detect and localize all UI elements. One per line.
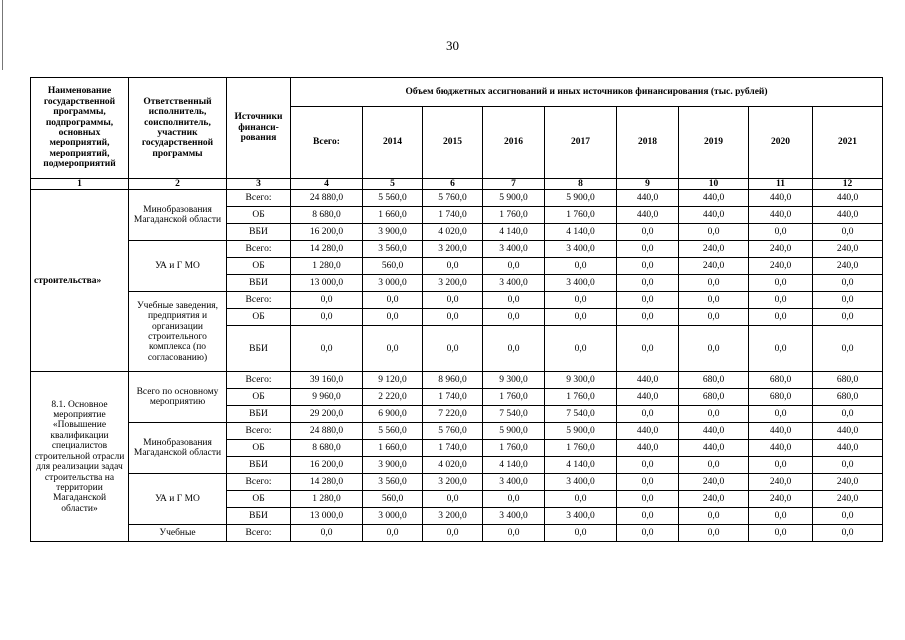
value-cell: 0,0 [483, 309, 545, 326]
value-cell: 440,0 [679, 207, 749, 224]
value-cell: 6 900,0 [363, 406, 423, 423]
column-number: 6 [423, 179, 483, 190]
page-number: 30 [446, 38, 459, 53]
value-cell: 4 020,0 [423, 457, 483, 474]
value-cell: 3 400,0 [545, 275, 617, 292]
value-cell: 3 900,0 [363, 224, 423, 241]
value-cell: 0,0 [617, 525, 679, 542]
value-cell: 0,0 [679, 292, 749, 309]
value-cell: 0,0 [749, 224, 813, 241]
source-cell: ВБИ [227, 406, 291, 423]
executor-cell: УА и Г МО [129, 241, 227, 292]
value-cell: 560,0 [363, 258, 423, 275]
column-number: 4 [291, 179, 363, 190]
value-cell: 1 760,0 [545, 207, 617, 224]
value-cell: 4 020,0 [423, 224, 483, 241]
table-row [31, 372, 883, 389]
header-total: Всего: [291, 107, 363, 179]
value-cell: 0,0 [423, 309, 483, 326]
value-cell: 1 280,0 [291, 258, 363, 275]
column-number: 12 [813, 179, 883, 190]
value-cell: 0,0 [679, 224, 749, 241]
table-row [31, 423, 883, 440]
source-cell: ОБ [227, 207, 291, 224]
header-year: 2017 [545, 107, 617, 179]
value-cell: 0,0 [423, 292, 483, 309]
value-cell: 3 200,0 [423, 241, 483, 258]
value-cell: 440,0 [749, 423, 813, 440]
value-cell: 0,0 [363, 326, 423, 372]
value-cell: 1 760,0 [545, 389, 617, 406]
source-cell: ОБ [227, 389, 291, 406]
value-cell: 440,0 [617, 190, 679, 207]
value-cell: 440,0 [617, 207, 679, 224]
value-cell: 0,0 [813, 457, 883, 474]
value-cell: 5 900,0 [483, 423, 545, 440]
value-cell: 0,0 [545, 326, 617, 372]
source-cell: ВБИ [227, 508, 291, 525]
value-cell: 440,0 [617, 389, 679, 406]
table-row [31, 241, 883, 258]
value-cell: 0,0 [617, 326, 679, 372]
value-cell: 0,0 [545, 292, 617, 309]
source-cell: Всего: [227, 190, 291, 207]
value-cell: 0,0 [363, 525, 423, 542]
value-cell: 0,0 [813, 292, 883, 309]
column-number: 2 [129, 179, 227, 190]
value-cell: 1 760,0 [545, 440, 617, 457]
value-cell: 0,0 [813, 309, 883, 326]
value-cell: 0,0 [749, 309, 813, 326]
value-cell: 3 400,0 [483, 275, 545, 292]
value-cell: 440,0 [749, 190, 813, 207]
value-cell: 14 280,0 [291, 474, 363, 491]
source-cell: ВБИ [227, 457, 291, 474]
value-cell: 240,0 [679, 258, 749, 275]
value-cell: 0,0 [617, 275, 679, 292]
value-cell: 3 400,0 [545, 508, 617, 525]
value-cell: 9 960,0 [291, 389, 363, 406]
source-cell: ВБИ [227, 326, 291, 372]
table-row [31, 525, 883, 542]
value-cell: 1 760,0 [483, 389, 545, 406]
value-cell: 3 200,0 [423, 474, 483, 491]
value-cell: 0,0 [813, 275, 883, 292]
value-cell: 440,0 [813, 440, 883, 457]
value-cell: 0,0 [291, 326, 363, 372]
scan-edge-line [2, 0, 3, 70]
value-cell: 3 900,0 [363, 457, 423, 474]
value-cell: 440,0 [617, 440, 679, 457]
value-cell: 0,0 [423, 525, 483, 542]
value-cell: 240,0 [749, 258, 813, 275]
column-number: 7 [483, 179, 545, 190]
value-cell: 0,0 [749, 508, 813, 525]
value-cell: 0,0 [617, 292, 679, 309]
value-cell: 4 140,0 [545, 457, 617, 474]
value-cell: 0,0 [617, 406, 679, 423]
value-cell: 0,0 [749, 275, 813, 292]
value-cell: 3 200,0 [423, 275, 483, 292]
value-cell: 0,0 [617, 508, 679, 525]
header-year: 2019 [679, 107, 749, 179]
value-cell: 440,0 [617, 372, 679, 389]
source-cell: ВБИ [227, 224, 291, 241]
value-cell: 440,0 [813, 423, 883, 440]
value-cell: 0,0 [483, 326, 545, 372]
executor-cell: УА и Г МО [129, 474, 227, 525]
value-cell: 440,0 [813, 190, 883, 207]
value-cell: 14 280,0 [291, 241, 363, 258]
value-cell: 0,0 [545, 309, 617, 326]
column-number: 5 [363, 179, 423, 190]
value-cell: 5 900,0 [483, 190, 545, 207]
executor-cell: Всего по основному мероприятию [129, 372, 227, 423]
value-cell: 5 900,0 [545, 190, 617, 207]
executor-cell: Учебные заведения, предприятия и организации строительного комплекса (по согласованию) [129, 292, 227, 372]
header-year: 2018 [617, 107, 679, 179]
value-cell: 0,0 [363, 292, 423, 309]
value-cell: 5 900,0 [545, 423, 617, 440]
value-cell: 0,0 [617, 258, 679, 275]
source-cell: ОБ [227, 440, 291, 457]
value-cell: 0,0 [617, 241, 679, 258]
value-cell: 3 400,0 [483, 508, 545, 525]
budget-table [30, 77, 883, 542]
column-number: 3 [227, 179, 291, 190]
value-cell: 440,0 [679, 440, 749, 457]
value-cell: 13 000,0 [291, 508, 363, 525]
value-cell: 3 560,0 [363, 241, 423, 258]
value-cell: 3 200,0 [423, 508, 483, 525]
column-number: 8 [545, 179, 617, 190]
value-cell: 24 880,0 [291, 423, 363, 440]
table-row [31, 292, 883, 309]
value-cell: 0,0 [423, 258, 483, 275]
value-cell: 1 760,0 [483, 440, 545, 457]
value-cell: 1 740,0 [423, 440, 483, 457]
column-number: 1 [31, 179, 129, 190]
value-cell: 1 740,0 [423, 207, 483, 224]
value-cell: 29 200,0 [291, 406, 363, 423]
value-cell: 0,0 [483, 525, 545, 542]
executor-cell: Минобразования Магаданской области [129, 190, 227, 241]
value-cell: 0,0 [291, 525, 363, 542]
value-cell: 0,0 [679, 275, 749, 292]
value-cell: 680,0 [679, 372, 749, 389]
value-cell: 1 660,0 [363, 440, 423, 457]
value-cell: 2 220,0 [363, 389, 423, 406]
source-cell: Всего: [227, 525, 291, 542]
source-cell: ОБ [227, 491, 291, 508]
value-cell: 0,0 [679, 508, 749, 525]
value-cell: 0,0 [545, 525, 617, 542]
value-cell: 240,0 [679, 491, 749, 508]
value-cell: 0,0 [813, 326, 883, 372]
value-cell: 0,0 [291, 309, 363, 326]
value-cell: 7 220,0 [423, 406, 483, 423]
column-number: 11 [749, 179, 813, 190]
value-cell: 0,0 [545, 258, 617, 275]
value-cell: 680,0 [813, 389, 883, 406]
value-cell: 1 660,0 [363, 207, 423, 224]
value-cell: 440,0 [679, 423, 749, 440]
value-cell: 0,0 [617, 474, 679, 491]
value-cell: 240,0 [813, 241, 883, 258]
value-cell: 0,0 [749, 525, 813, 542]
value-cell: 9 120,0 [363, 372, 423, 389]
header-year: 2016 [483, 107, 545, 179]
header-amount-group: Объем бюджетных ассигнований и иных источников финансирования (тыс. рублей) [291, 78, 883, 107]
header-program: Наименование государственной программы, подпрограммы, основных мероприятий, мероприятий, подмероприятий [31, 78, 129, 179]
value-cell: 0,0 [545, 491, 617, 508]
value-cell: 4 140,0 [545, 224, 617, 241]
table-row [31, 190, 883, 207]
source-cell: Всего: [227, 292, 291, 309]
value-cell: 7 540,0 [545, 406, 617, 423]
value-cell: 39 160,0 [291, 372, 363, 389]
source-cell: Всего: [227, 372, 291, 389]
value-cell: 560,0 [363, 491, 423, 508]
value-cell: 240,0 [813, 474, 883, 491]
value-cell: 0,0 [617, 457, 679, 474]
value-cell: 9 300,0 [545, 372, 617, 389]
value-cell: 0,0 [679, 326, 749, 372]
value-cell: 0,0 [363, 309, 423, 326]
value-cell: 7 540,0 [483, 406, 545, 423]
value-cell: 0,0 [679, 406, 749, 423]
source-cell: Всего: [227, 423, 291, 440]
value-cell: 0,0 [813, 406, 883, 423]
value-cell: 1 740,0 [423, 389, 483, 406]
value-cell: 16 200,0 [291, 457, 363, 474]
value-cell: 0,0 [749, 292, 813, 309]
header-year: 2021 [813, 107, 883, 179]
value-cell: 8 680,0 [291, 440, 363, 457]
value-cell: 3 400,0 [545, 241, 617, 258]
value-cell: 680,0 [813, 372, 883, 389]
value-cell: 0,0 [679, 309, 749, 326]
source-cell: ОБ [227, 258, 291, 275]
value-cell: 1 280,0 [291, 491, 363, 508]
value-cell: 240,0 [679, 241, 749, 258]
value-cell: 0,0 [813, 525, 883, 542]
value-cell: 8 960,0 [423, 372, 483, 389]
value-cell: 0,0 [423, 326, 483, 372]
value-cell: 440,0 [749, 207, 813, 224]
value-cell: 0,0 [483, 258, 545, 275]
value-cell: 240,0 [813, 258, 883, 275]
value-cell: 440,0 [813, 207, 883, 224]
value-cell: 440,0 [679, 190, 749, 207]
value-cell: 16 200,0 [291, 224, 363, 241]
value-cell: 3 000,0 [363, 508, 423, 525]
value-cell: 5 760,0 [423, 423, 483, 440]
value-cell: 0,0 [617, 224, 679, 241]
header-executor: Ответственный исполнитель, соисполнитель, участник государственной программы [129, 78, 227, 179]
value-cell: 240,0 [679, 474, 749, 491]
header-sources: Источники финанси-рования [227, 78, 291, 179]
header-year: 2020 [749, 107, 813, 179]
value-cell: 680,0 [749, 389, 813, 406]
value-cell: 440,0 [617, 423, 679, 440]
value-cell: 0,0 [679, 525, 749, 542]
column-number-row [31, 179, 883, 190]
source-cell: ОБ [227, 309, 291, 326]
value-cell: 0,0 [423, 491, 483, 508]
value-cell: 5 760,0 [423, 190, 483, 207]
program-cell: 8.1. Основное мероприятие «Повышение квалификации специалистов строительной отрасли для реализации задач строительства на территории Магаданской области» [31, 372, 129, 542]
value-cell: 5 560,0 [363, 190, 423, 207]
executor-cell: Учебные [129, 525, 227, 542]
value-cell: 3 400,0 [483, 241, 545, 258]
value-cell: 13 000,0 [291, 275, 363, 292]
value-cell: 0,0 [291, 292, 363, 309]
program-cell: строительства» [31, 190, 129, 372]
source-cell: ВБИ [227, 275, 291, 292]
value-cell: 5 560,0 [363, 423, 423, 440]
column-number: 10 [679, 179, 749, 190]
value-cell: 0,0 [483, 491, 545, 508]
value-cell: 9 300,0 [483, 372, 545, 389]
executor-cell: Минобразования Магаданской области [129, 423, 227, 474]
header-year: 2014 [363, 107, 423, 179]
value-cell: 0,0 [749, 326, 813, 372]
value-cell: 0,0 [679, 457, 749, 474]
value-cell: 0,0 [813, 508, 883, 525]
source-cell: Всего: [227, 241, 291, 258]
value-cell: 4 140,0 [483, 224, 545, 241]
value-cell: 0,0 [483, 292, 545, 309]
table-row [31, 474, 883, 491]
value-cell: 240,0 [749, 491, 813, 508]
value-cell: 0,0 [749, 457, 813, 474]
value-cell: 8 680,0 [291, 207, 363, 224]
column-number: 9 [617, 179, 679, 190]
header-year: 2015 [423, 107, 483, 179]
value-cell: 4 140,0 [483, 457, 545, 474]
value-cell: 0,0 [813, 224, 883, 241]
value-cell: 440,0 [749, 440, 813, 457]
value-cell: 0,0 [617, 309, 679, 326]
value-cell: 3 000,0 [363, 275, 423, 292]
value-cell: 240,0 [749, 474, 813, 491]
value-cell: 3 560,0 [363, 474, 423, 491]
value-cell: 3 400,0 [483, 474, 545, 491]
value-cell: 240,0 [749, 241, 813, 258]
value-cell: 240,0 [813, 491, 883, 508]
value-cell: 680,0 [679, 389, 749, 406]
source-cell: Всего: [227, 474, 291, 491]
value-cell: 1 760,0 [483, 207, 545, 224]
value-cell: 0,0 [749, 406, 813, 423]
value-cell: 3 400,0 [545, 474, 617, 491]
value-cell: 0,0 [617, 491, 679, 508]
value-cell: 680,0 [749, 372, 813, 389]
value-cell: 24 880,0 [291, 190, 363, 207]
